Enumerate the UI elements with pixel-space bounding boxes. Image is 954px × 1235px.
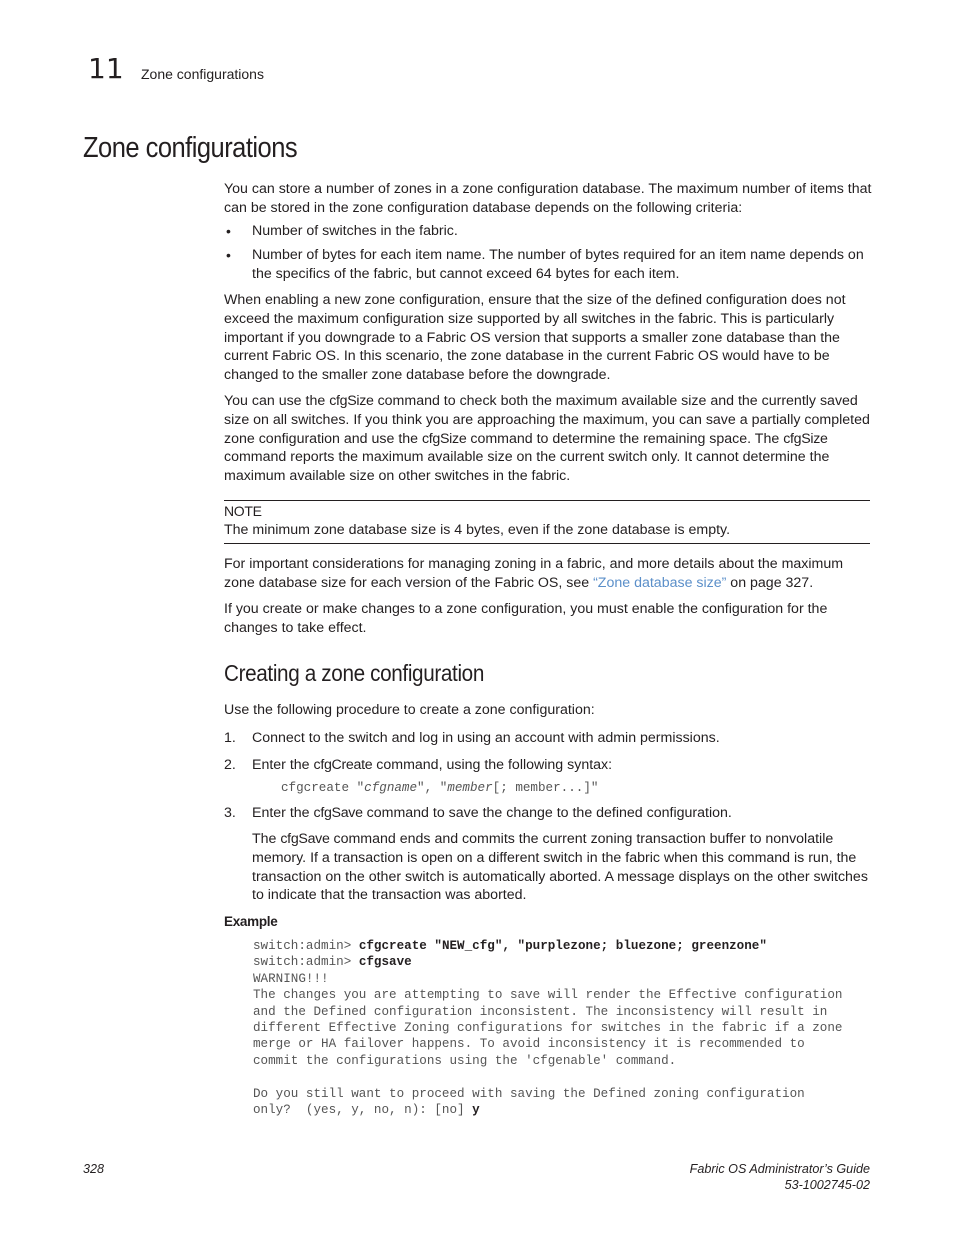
text-run: Enter the xyxy=(252,805,314,821)
command-name: cfgSize xyxy=(329,393,374,409)
step-text: Connect to the switch and log in using an account with admin permissions. xyxy=(252,730,720,746)
footer-guide-title: Fabric OS Administrator’s Guide xyxy=(689,1162,870,1176)
text-run: You can use the xyxy=(224,393,330,409)
command-name: cfgSave xyxy=(280,831,330,847)
footer-doc-id: 53-1002745-02 xyxy=(784,1178,870,1192)
procedure-intro: Use the following procedure to create a zone configuration: xyxy=(224,702,595,718)
text-run: For important considerations for managing zoning in a fabric, and more details about the maximum zone database size for each version of the Fabric OS, see xyxy=(224,556,844,591)
step-number: 3. xyxy=(224,805,236,821)
bullet-dot: • xyxy=(226,247,231,263)
text-run: ", " xyxy=(417,781,448,795)
bullet-dot: • xyxy=(226,223,231,239)
example-code-block xyxy=(253,938,842,1118)
page-number: 328 xyxy=(83,1162,105,1176)
subsection-title: Creating a zone configuration xyxy=(224,660,484,686)
chapter-number: 11 xyxy=(88,52,124,85)
step-3-detail xyxy=(252,830,874,905)
text-run: on page 327. xyxy=(726,574,814,591)
bullet-item xyxy=(224,246,874,284)
command-name: cfgSize xyxy=(421,430,467,447)
text-run: command ends and commits the current zoning transaction buffer to nonvolatile memory. If a transaction is open on a different switch in the fabric when this command is run, the transaction on the other switch is automatically aborted. A message displays on the other switches to indicate that the transaction was aborted. xyxy=(252,831,868,904)
paragraph-cfgsize xyxy=(224,392,874,486)
cli-command: cfgsave xyxy=(358,955,412,970)
section-title: Zone configurations xyxy=(83,132,298,164)
step-1 xyxy=(224,729,874,748)
step-3 xyxy=(224,804,874,823)
command-name: cfgSave xyxy=(313,805,363,821)
cli-prompt: switch:admin> xyxy=(253,955,359,970)
text-run: The xyxy=(252,831,281,847)
bullet-text: Number of bytes for each item name. The number of bytes required for an item name depends on the specifics of the fabric, but cannot exceed 64 bytes for each item. xyxy=(252,247,864,282)
command-name: cfgSize xyxy=(783,430,828,447)
step-2 xyxy=(224,756,874,775)
cli-command: cfgcreate "NEW_cfg", "purplezone; bluezone; greenzone" xyxy=(358,939,767,953)
text-run: [; member...]" xyxy=(492,781,599,795)
note-text: The minimum zone database size is 4 bytes, even if the zone database is empty. xyxy=(224,522,731,538)
paragraph-enabling: When enabling a new zone configuration, ensure that the size of the defined configuration does not exceed the maximum configuration size supported by all switches in the fabric. This is particularly important if you downgrade to a Fabric OS version that supports a smaller zone database than the current Fabric OS. In this scenario, the zone database in the current Fabric OS would have to be changed to the smaller zone database before the downgrade. xyxy=(224,292,846,384)
cross-reference-link[interactable]: “Zone database size” xyxy=(593,574,727,591)
note-bottom-rule xyxy=(224,543,870,544)
intro-paragraph: You can store a number of zones in a zone configuration database. The maximum number of items that can be stored in the zone configuration database depends on the following criteria: xyxy=(224,181,872,216)
command-name: cfgCreate xyxy=(313,757,373,773)
text-run: command to check both the maximum available size and the currently saved size on all switches. If you think you are approaching the maximum, you can save a partially completed zone configuration and use the xyxy=(224,393,870,447)
cli-prompt: switch:admin> xyxy=(253,939,359,953)
bullet-item xyxy=(224,222,874,241)
note-top-rule xyxy=(224,500,870,501)
paragraph-considerations xyxy=(224,555,874,593)
text-run: command to save the change to the defined configuration. xyxy=(362,805,732,821)
step-number: 1. xyxy=(224,730,236,746)
cli-output: WARNING!!! The changes you are attempting to save will render the Effective configuration and the Defined configuration inconsistent. The inconsistency will result in different Effective Zoning configurations for switches in the fabric if a zone merge or HA failover happens. To avoid inconsistency it is recommended to commit the configurations using the 'cfgenable' command. Do you still want to proceed with saving the Defined zoning configuration only? (yes, y, no, n): [no] xyxy=(253,971,843,1118)
syntax-argument: member xyxy=(447,781,493,795)
cli-answer: y xyxy=(472,1103,480,1118)
syntax-argument: cfgname xyxy=(364,781,418,795)
step-number: 2. xyxy=(224,757,236,773)
paragraph-enable-changes: If you create or make changes to a zone configuration, you must enable the configuration for the changes to take effect. xyxy=(224,601,828,636)
text-run: command, using the following syntax: xyxy=(372,757,613,773)
note-label: NOTE xyxy=(224,503,262,519)
text-run: command reports the maximum available size on the current switch only. It cannot determine the maximum available size on other switches in the fabric. xyxy=(224,449,830,485)
bullet-text: Number of switches in the fabric. xyxy=(252,223,458,239)
syntax-line xyxy=(281,780,598,796)
example-label: Example xyxy=(224,914,278,929)
text-run: command to determine the remaining space. The xyxy=(466,430,784,447)
text-run: Enter the xyxy=(252,757,314,773)
running-header-title: Zone configurations xyxy=(141,66,264,82)
text-run: cfgcreate " xyxy=(281,781,365,795)
